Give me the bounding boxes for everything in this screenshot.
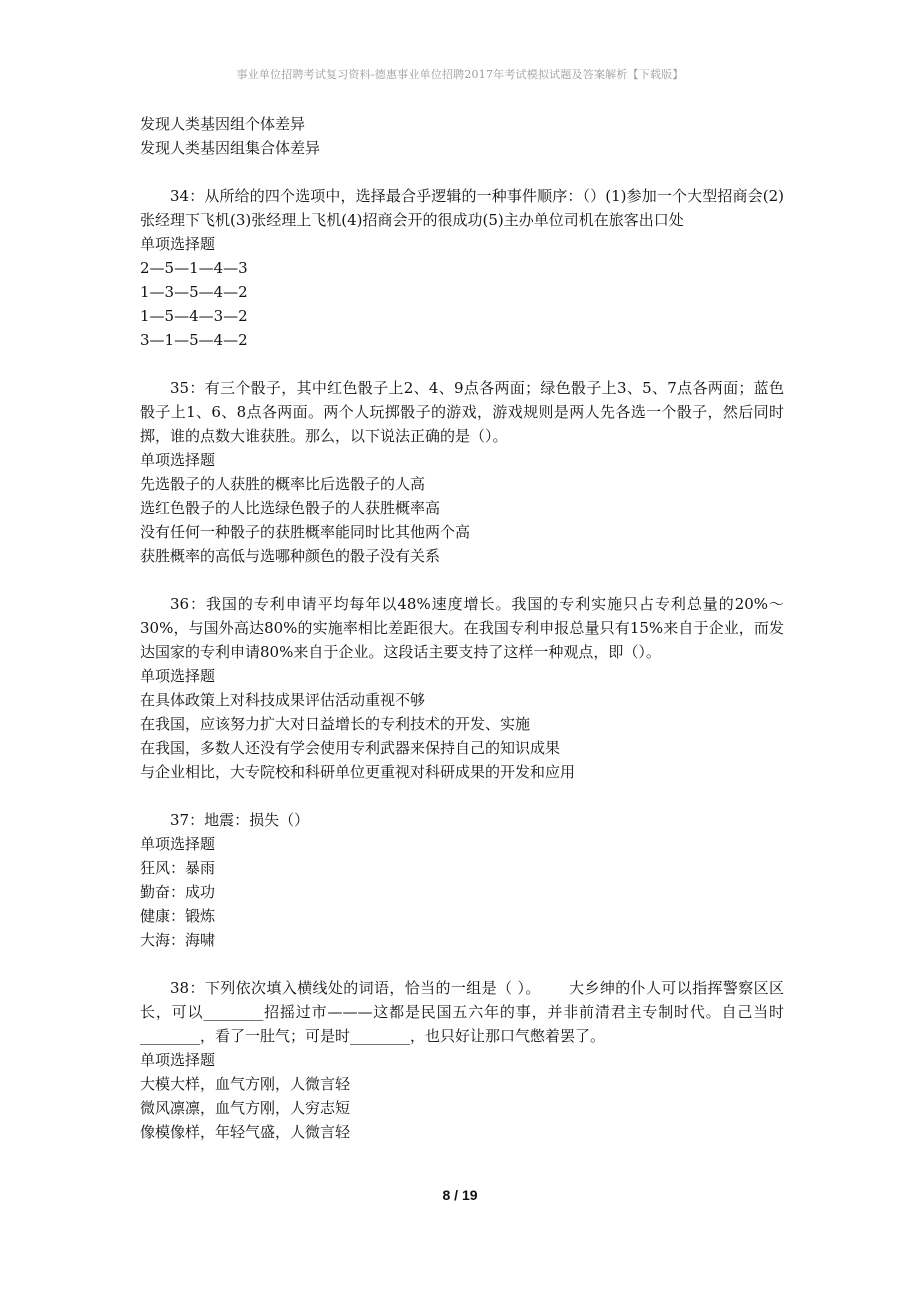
page-header: 事业单位招聘考试复习资料-德惠事业单位招聘2017年考试模拟试题及答案解析【下载版】: [236, 68, 684, 81]
option-text: 2—5—1—4—3: [140, 259, 248, 277]
option-text: 发现人类基因组个体差异: [140, 115, 306, 133]
question-text: 37：地震：损失（）: [170, 811, 310, 829]
option-text: 发现人类基因组集合体差异: [140, 139, 321, 157]
option-text: 获胜概率的高低与选哪种颜色的骰子没有关系: [140, 547, 441, 565]
question-type: 单项选择题: [140, 667, 216, 685]
question-36: [140, 592, 784, 784]
option-text: 1—3—5—4—2: [140, 283, 248, 301]
question-37: [140, 808, 784, 952]
question-type: 单项选择题: [140, 235, 216, 253]
option-text: 勤奋：成功: [140, 883, 216, 901]
question-35: [140, 376, 784, 568]
option-text: 健康：锻炼: [140, 907, 216, 925]
question-type: 单项选择题: [140, 835, 216, 853]
option-text: 微风凛凛，血气方刚，人穷志短: [140, 1099, 351, 1117]
question-text: 35：有三个骰子，其中红色骰子上2、4、9点各两面；绿色骰子上3、5、7点各两面；蓝色骰子上1、6、8点各两面。两个人玩掷骰子的游戏，游戏规则是两人先各选一个骰子，然后同时掷，谁的点数大谁获胜。那么，以下说法正确的是（）。: [140, 379, 784, 445]
option-text: 与企业相比，大专院校和科研单位更重视对科研成果的开发和应用: [140, 763, 576, 781]
option-text: 没有任何一种骰子的获胜概率能同时比其他两个高: [140, 523, 471, 541]
option-text: 选红色骰子的人比选绿色骰子的人获胜概率高: [140, 499, 441, 517]
question-38: [140, 976, 784, 1144]
document-body: [140, 112, 784, 1144]
option-text: 大海：海啸: [140, 931, 216, 949]
option-text: 3—1—5—4—2: [140, 331, 248, 349]
option-text: 狂风：暴雨: [140, 859, 216, 877]
question-type: 单项选择题: [140, 1051, 216, 1069]
option-text: 大模大样，血气方刚，人微言轻: [140, 1075, 351, 1093]
option-text: 在我国，多数人还没有学会使用专利武器来保持自己的知识成果: [140, 739, 561, 757]
question-34: [140, 184, 784, 352]
option-text: 1—5—4—3—2: [140, 307, 248, 325]
question-text: 38：下列依次填入横线处的词语，恰当的一组是（ ）。 大乡绅的仆人可以指挥警察区区长，可以________招摇过市———这都是民国五六年的事，并非前清君主专制时代。自己当时________，看了一肚气；可是时________，也只好让那口气憋着罢了。: [140, 979, 784, 1045]
option-text: 像模像样，年轻气盛，人微言轻: [140, 1123, 351, 1141]
page-number: 8 / 19: [442, 1187, 478, 1203]
question-text: 36：我国的专利申请平均每年以48%速度增长。我国的专利实施只占专利总量的20%～30%，与国外高达80%的实施率相比差距很大。在我国专利申报总量只有15%来自于企业，而发达国家的专利申请80%来自于企业。这段话主要支持了这样一种观点，即（）。: [140, 595, 784, 661]
question-type: 单项选择题: [140, 451, 216, 469]
question-text: 34：从所给的四个选项中，选择最合乎逻辑的一种事件顺序：（）(1)参加一个大型招商会(2)张经理下飞机(3)张经理上飞机(4)招商会开的很成功(5)主办单位司机在旅客出口处: [140, 187, 784, 229]
option-text: 先选骰子的人获胜的概率比后选骰子的人高: [140, 475, 426, 493]
option-text: 在具体政策上对科技成果评估活动重视不够: [140, 691, 426, 709]
option-text: 在我国，应该努力扩大对日益增长的专利技术的开发、实施: [140, 715, 531, 733]
